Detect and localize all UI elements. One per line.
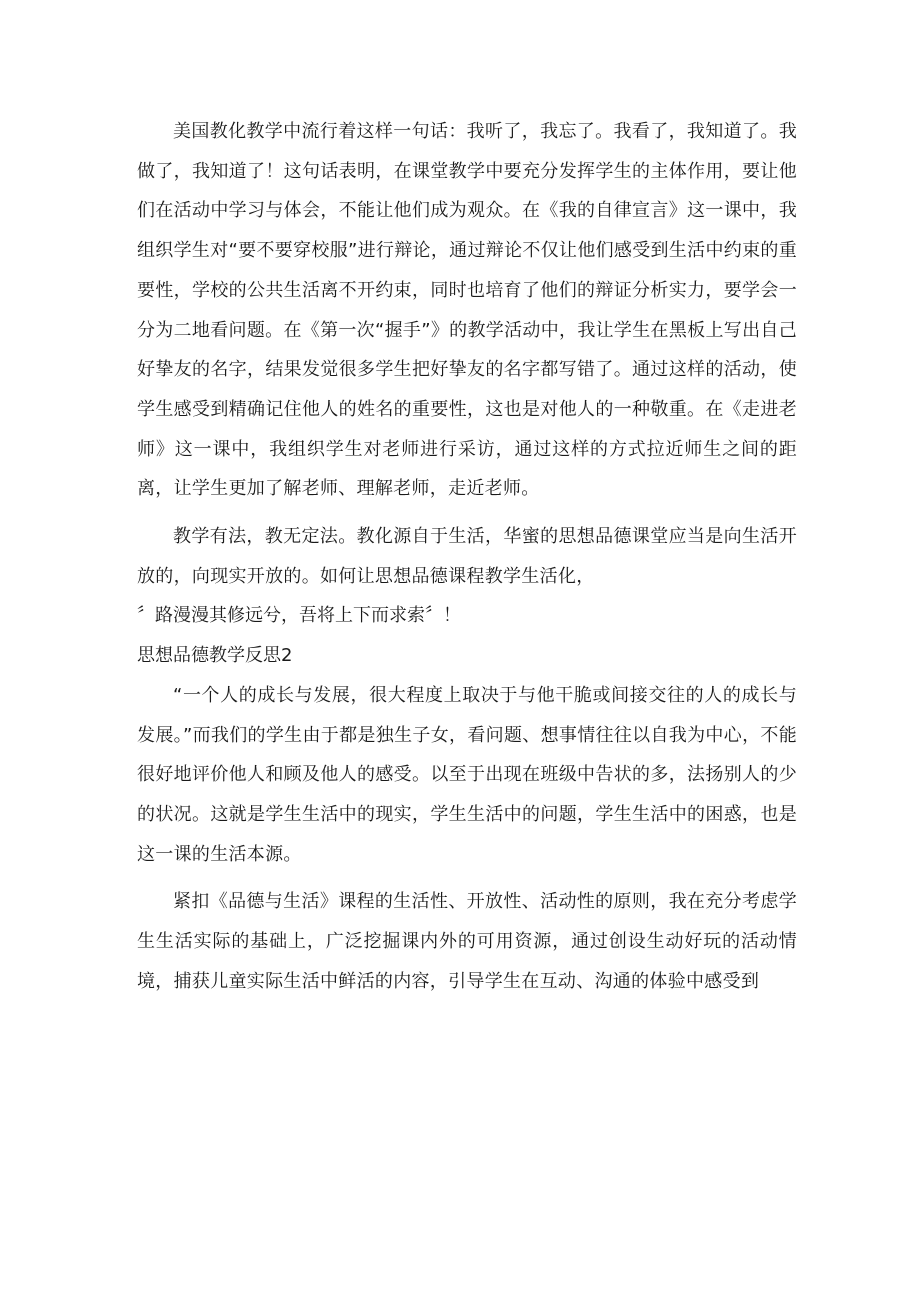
section-heading: 思想品德教学反思2 xyxy=(137,645,293,667)
paragraph-teaching-method: 教学有法，教无定法。教化源自于生活，华蜜的思想品德课堂应当是向生活开放的，向现实开放的。如何让思想品德课程教学生活化， xyxy=(137,526,797,587)
paragraph-spacer xyxy=(137,874,797,882)
paragraph-curriculum: 紧扣《品德与生活》课程的生活性、开放性、活动性的原则，我在充分考虑学生生活实际的基础上，广泛挖掘课内外的可用资源，通过创设生动好玩的活动情境，捕获儿童实际生活中鲜活的内容，引导学生在互动、沟通的体验中感受到 xyxy=(137,891,797,992)
paragraph-teaching-quote: 美国教化教学中流行着这样一句话：我听了，我忘了。我看了，我知道了。我做了，我知道了！这句话表明，在课堂教学中要充分发挥学生的主体作用，要让他们在活动中学习与体会，不能让他们成为观众。在《我的自律宣言》这一课中，我组织学生对“要不要穿校服”进行辩论，通过辩论不仅让他们感受到生活中约束的重要性，学校的公共生活离不开约束，同时也培育了他们的辩证分析实力，要学会一分为二地看问题。在《第一次“握手”》的教学活动中，我让学生在黑板上写出自己好挚友的名字，结果发觉很多学生把好挚友的名字都写错了。通过这样的活动，使学生感受到精确记住他人的姓名的重要性，这也是对他人的一种敬重。在《走进老师》这一课中，我组织学生对老师进行采访，通过这样的方式拉近师生之间的距离，让学生更加了解老师、理解老师，走近老师。 xyxy=(137,121,797,500)
document-body xyxy=(137,112,797,1001)
quote-line: 〞路漫漫其修远兮，吾将上下而求索〞！ xyxy=(137,605,461,627)
paragraph-spacer xyxy=(137,509,797,517)
paragraph-growth: “一个人的成长与发展，很大程度上取决于与他干脆或间接交往的人的成长与发展。”而我们的学生由于都是独生子女，看问题、想事情往往以自我为中心，不能很好地评价他人和顾及他人的感受。以至于出现在班级中告状的多，法扬别人的少的状况。这就是学生生活中的现实，学生生活中的问题，学生生活中的困惑，也是这一课的生活本源。 xyxy=(137,684,797,865)
